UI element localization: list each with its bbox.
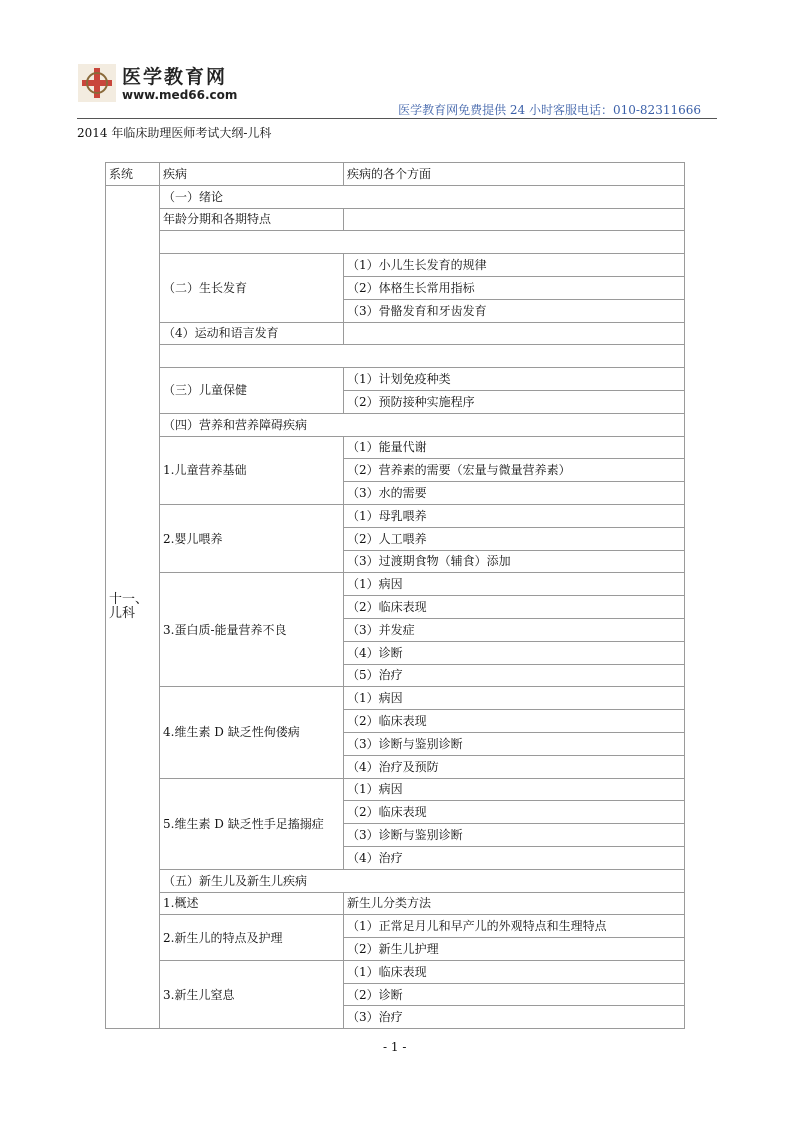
aspect-cell: （1）病因 (344, 573, 685, 596)
page-number: - 1 - (383, 1040, 407, 1054)
aspect-cell: （5）治疗 (344, 664, 685, 687)
aspect-cell: （4）治疗及预防 (344, 755, 685, 778)
aspect-cell (344, 322, 685, 345)
aspect-cell: （4）诊断 (344, 641, 685, 664)
section-heading: （四）营养和营养障碍疾病 (160, 413, 685, 436)
document-title: 2014 年临床助理医师考试大纲-儿科 (77, 126, 272, 140)
aspect-cell: （3）诊断与鉴别诊断 (344, 824, 685, 847)
disease-cell: 1.儿童营养基础 (160, 436, 344, 504)
table-row (106, 208, 685, 231)
disease-cell: 2.婴儿喂养 (160, 504, 344, 572)
aspect-cell: （1）母乳喂养 (344, 504, 685, 527)
logo-url: www.med66.com (122, 88, 238, 102)
aspect-cell: （3）并发症 (344, 618, 685, 641)
disease-cell: 2.新生儿的特点及护理 (160, 915, 344, 961)
disease-cell: 3.新生儿窒息 (160, 960, 344, 1028)
aspect-cell: （3）治疗 (344, 1006, 685, 1029)
aspect-cell: （3）过渡期食物（辅食）添加 (344, 550, 685, 573)
aspect-cell: 新生儿分类方法 (344, 892, 685, 915)
section-heading: （五）新生儿及新生儿疾病 (160, 869, 685, 892)
table-row (106, 368, 685, 391)
header-divider (77, 118, 717, 119)
aspect-cell: （1）病因 (344, 778, 685, 801)
table-row (106, 960, 685, 983)
table-row (106, 687, 685, 710)
disease-cell: （4）运动和语言发育 (160, 322, 344, 345)
table-row (106, 778, 685, 801)
service-hotline: 医学教育网免费提供 24 小时客服电话：010-82311666 (398, 103, 701, 117)
aspect-cell: （2）体格生长常用指标 (344, 276, 685, 299)
aspect-cell: （2）预防接种实施程序 (344, 390, 685, 413)
aspect-cell: （3）骨骼发育和牙齿发育 (344, 299, 685, 322)
aspect-cell: （2）诊断 (344, 983, 685, 1006)
disease-cell: 1.概述 (160, 892, 344, 915)
aspect-cell: （1）正常足月儿和早产儿的外观特点和生理特点 (344, 915, 685, 938)
disease-cell: 4.维生素 D 缺乏性佝偻病 (160, 687, 344, 778)
empty-row (160, 345, 685, 368)
table-header-row (106, 163, 685, 186)
aspect-cell: （2）营养素的需要（宏量与微量营养素） (344, 459, 685, 482)
table-row (106, 573, 685, 596)
empty-row (160, 231, 685, 254)
aspect-cell: （2）临床表现 (344, 710, 685, 733)
aspect-cell: （1）能量代谢 (344, 436, 685, 459)
disease-cell: （三）儿童保健 (160, 368, 344, 414)
table-row (106, 504, 685, 527)
header-disease: 疾病 (160, 163, 344, 186)
header-system: 系统 (106, 163, 160, 186)
header-aspects: 疾病的各个方面 (344, 163, 685, 186)
logo-text: 医学教育网 (122, 66, 228, 88)
aspect-cell: （1）小儿生长发育的规律 (344, 254, 685, 277)
aspect-cell: （3）水的需要 (344, 482, 685, 505)
table-row (106, 322, 685, 345)
table-row (106, 185, 685, 208)
table-row (106, 869, 685, 892)
aspect-cell: （1）临床表现 (344, 960, 685, 983)
aspect-cell (344, 208, 685, 231)
syllabus-table (105, 162, 685, 1029)
aspect-cell: （2）临床表现 (344, 596, 685, 619)
disease-cell: 3.蛋白质-能量营养不良 (160, 573, 344, 687)
aspect-cell: （1）病因 (344, 687, 685, 710)
aspect-cell: （2）临床表现 (344, 801, 685, 824)
table-row (106, 915, 685, 938)
system-name: 十一、儿科 (109, 592, 149, 622)
table-row (106, 345, 685, 368)
table-row (106, 436, 685, 459)
table-row (106, 231, 685, 254)
disease-cell: 5.维生素 D 缺乏性手足搐搦症 (160, 778, 344, 869)
aspect-cell: （4）治疗 (344, 846, 685, 869)
disease-cell: （二）生长发育 (160, 254, 344, 322)
table-row (106, 413, 685, 436)
aspect-cell: （2）人工喂养 (344, 527, 685, 550)
site-logo (78, 62, 254, 108)
table-row (106, 892, 685, 915)
aspect-cell: （2）新生儿护理 (344, 938, 685, 961)
section-heading: （一）绪论 (160, 185, 685, 208)
logo-emblem-icon (78, 64, 116, 102)
disease-cell: 年龄分期和各期特点 (160, 208, 344, 231)
table-row (106, 254, 685, 277)
aspect-cell: （3）诊断与鉴别诊断 (344, 732, 685, 755)
system-cell (106, 185, 160, 1028)
aspect-cell: （1）计划免疫种类 (344, 368, 685, 391)
